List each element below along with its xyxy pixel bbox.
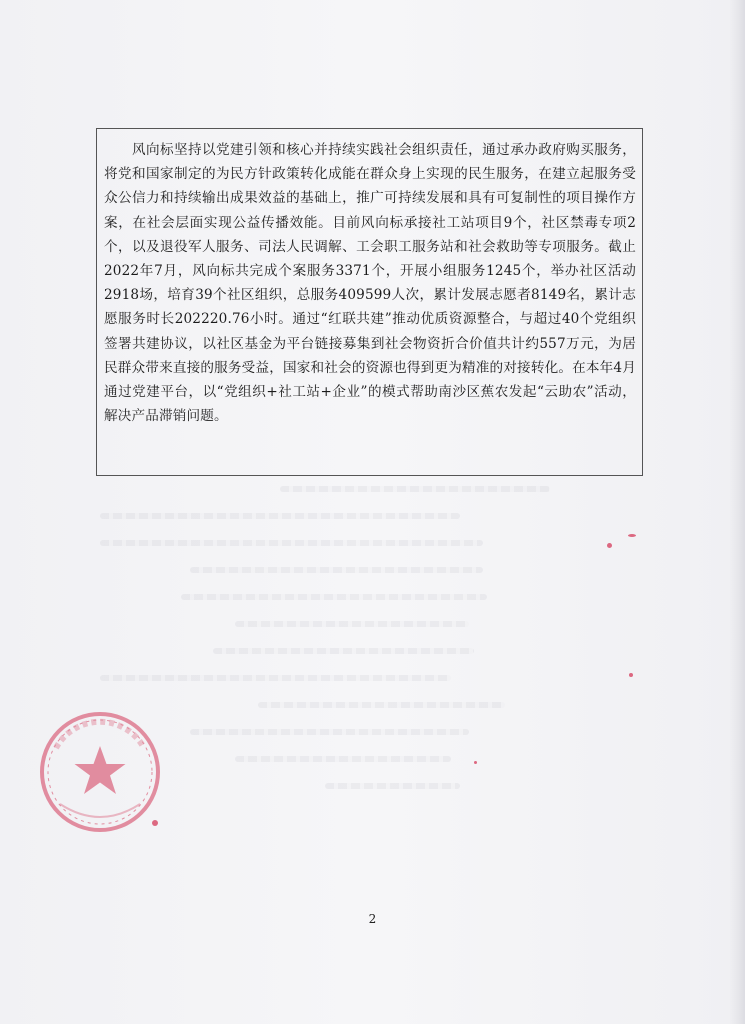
scan-edge-shadow [729,0,745,1024]
bleed-through-text [100,486,550,810]
ink-speck [152,820,158,826]
ink-speck [607,543,612,548]
ink-speck [474,761,477,764]
ink-speck [629,673,633,677]
ink-speck [628,534,636,537]
page-number: 2 [368,912,377,926]
red-star-seal-icon [36,708,164,836]
body-paragraph: 风向标坚持以党建引领和核心并持续实践社会组织责任，通过承办政府购买服务，将党和国家制定的为民方针政策转化成能在群众身上实现的民生服务，在建立起服务受众公信力和持续输出成果效益的基础上，推广可持续发展和具有可复制性的项目操作方案，在社会层面实现公益传播效能。目前风向标承接社工站项目9个，社区禁毒专项2个，以及退役军人服务、司法人民调解、工会职工服务站和社会救助等专项服务。截止2022年7月，风向标共完成个案服务3371个，开展小组服务1245个，举办社区活动2918场，培育39个社区组织，总服务409599人次，累计发展志愿者8149名，累计志愿服务时长202220.76小时。通过“红联共建”推动优质资源整合，与超过40个党组织签署共建协议，以社区基金为平台链接募集到社会物资折合价值共计约557万元，为居民群众带来直接的服务受益，国家和社会的资源也得到更为精准的对接转化。在本年4月通过党建平台，以“党组织+社工站+企业”的模式帮助南沙区蕉农发起“云助农”活动，解决产品滞销问题。 [104,142,636,425]
